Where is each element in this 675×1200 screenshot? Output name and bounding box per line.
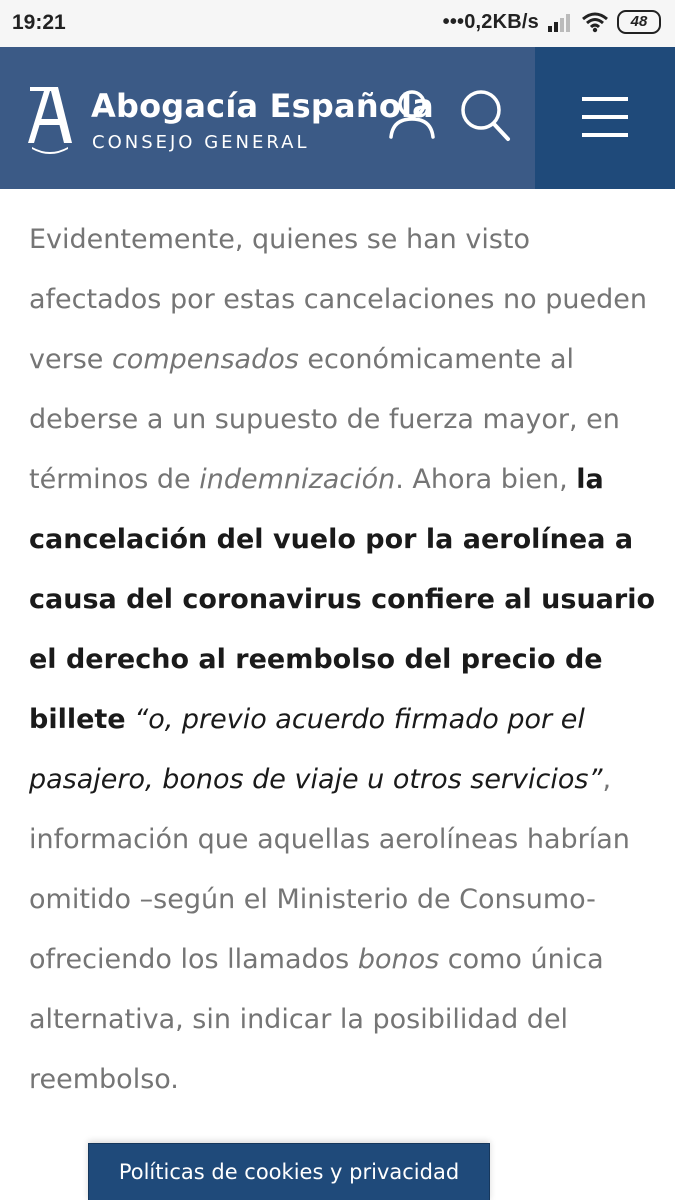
search-icon [458, 87, 512, 143]
text-run: , información que aquellas aerolíneas habrían omitido –según el Ministerio de Consumo- ofreciendo los llamados [29, 764, 630, 975]
article-body [29, 210, 659, 1110]
emphasis-bonos: bonos [357, 944, 440, 975]
italic-quote: “o, previo acuerdo firmado por el pasajero, bonos de viaje u otros servicios” [29, 704, 603, 795]
article-paragraph [29, 210, 659, 1110]
status-bar [0, 0, 675, 47]
site-header [0, 47, 675, 189]
text-run: como única alternativa, sin indicar la posibilidad del reembolso. [29, 944, 604, 1095]
wifi-icon [581, 11, 609, 33]
cookie-policy-button[interactable]: Políticas de cookies y privacidad [88, 1143, 490, 1200]
hamburger-menu-icon [582, 95, 628, 139]
text-run: económicamente al deberse a un supuesto de fuerza mayor, en términos de [29, 344, 620, 495]
network-speed: •••0,2KB/s [442, 10, 539, 33]
text-run: . Ahora bien, [395, 464, 577, 495]
text-run: Evidentemente, quienes se han visto afectados por estas cancelaciones no pueden verse [29, 224, 647, 375]
brand-name[interactable]: Abogacía Española [91, 87, 434, 125]
user-account-button[interactable] [388, 87, 436, 141]
abogacia-logo-icon[interactable] [26, 83, 74, 155]
battery-indicator: 48 [617, 10, 661, 34]
search-button[interactable] [458, 87, 512, 143]
user-icon [388, 87, 436, 141]
status-right-group [443, 10, 661, 34]
emphasis-compensados: compensados [111, 344, 299, 375]
status-time: 19:21 [12, 11, 66, 34]
signal-icon [547, 12, 573, 32]
brand-subtitle: CONSEJO GENERAL [92, 132, 310, 153]
emphasis-indemnizacion: indemnización [199, 464, 396, 495]
menu-button[interactable] [535, 47, 675, 189]
bold-statement: la cancelación del vuelo por la aerolínea a causa del coronavirus confiere al usuario el derecho al reembolso del precio de billete [29, 464, 656, 735]
